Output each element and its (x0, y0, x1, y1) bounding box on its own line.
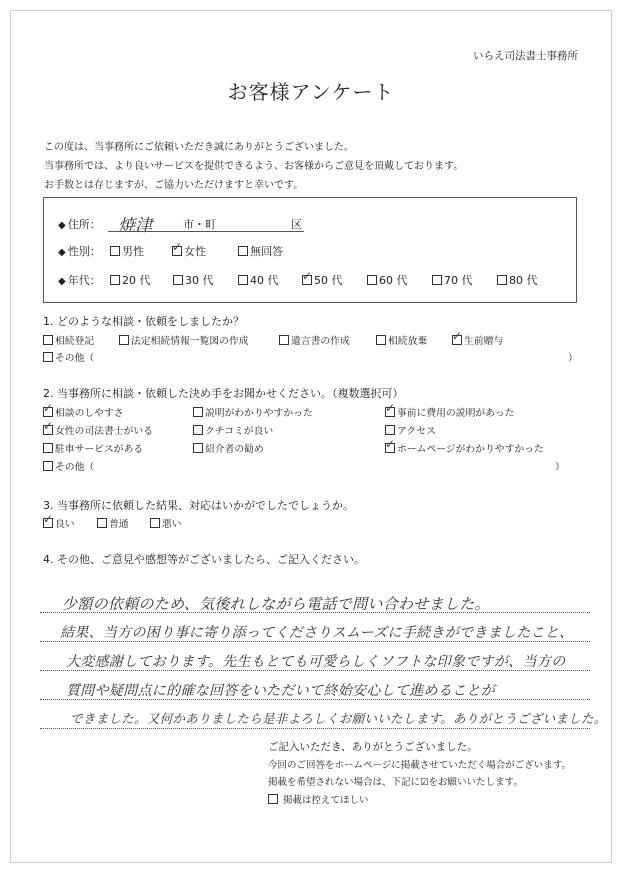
age-option-80[interactable]: 80 代 (497, 272, 538, 288)
q2-other-close: ） (555, 462, 565, 473)
checkbox-checked-icon[interactable] (452, 335, 462, 345)
q2-option-8[interactable]: 紹介者の勧め (193, 441, 264, 455)
comment-line-1: 少額の依頼のため、気後れしながら電話で問い合わせました。 (62, 595, 490, 613)
address-value[interactable]: 焼津 (118, 216, 153, 236)
age-option-60[interactable]: 60 代 (367, 272, 408, 288)
checkbox-checked-icon[interactable] (43, 425, 53, 435)
gender-label: 性別： (67, 245, 101, 258)
address-row (58, 216, 101, 232)
comment-line-2: 結果、当方の困り事に寄り添ってくださりスムーズに手続きができましたこと、 (60, 625, 574, 641)
q1-option-3[interactable]: 遺言書の作成 (279, 333, 350, 347)
q1-option-2[interactable]: 法定相続情報一覧図の作成 (119, 333, 249, 347)
age-option-70[interactable]: 70 代 (432, 272, 473, 288)
diamond-bullet-icon: ◆ (58, 220, 66, 231)
checkbox-icon[interactable] (43, 443, 53, 453)
checkbox-icon[interactable] (193, 407, 203, 417)
q2-option-9[interactable]: ✓ ホームページがわかりやすかった (385, 441, 544, 455)
q3-title: 3. 当事務所に依頼した結果、対応はいかがでしたでしょうか。 (43, 499, 354, 512)
checkbox-icon[interactable] (119, 335, 129, 345)
checkbox-checked-icon[interactable] (302, 275, 312, 285)
diamond-bullet-icon: ◆ (58, 276, 66, 287)
checkbox-icon[interactable] (110, 246, 120, 256)
checkbox-icon[interactable] (497, 275, 507, 285)
checkbox-icon[interactable] (43, 335, 53, 345)
checkbox-icon[interactable] (268, 794, 278, 804)
q2-title: 2. 当事務所に相談・依頼した決め手をお聞かせください。（複数選択可） (43, 387, 404, 400)
checkbox-checked-icon[interactable] (43, 518, 53, 528)
comment-line-5: できました。又何かありましたら是非よろしくお願いいたします。ありがとうございました。 (70, 711, 607, 726)
checkbox-icon[interactable] (238, 275, 248, 285)
footer-note-2: 掲載を希望されない場合は、下記に☑をお願いいたします。 (268, 777, 523, 788)
page-title: お客様アンケート (227, 80, 395, 104)
checkbox-icon[interactable] (385, 425, 395, 435)
checkbox-icon[interactable] (193, 443, 203, 453)
q1-option-5[interactable]: ✓ 生前贈与 (452, 333, 503, 347)
address-label: 住所： (67, 218, 101, 231)
checkbox-icon[interactable] (43, 461, 53, 471)
comment-line-3: 大変感謝しております。先生もとても可愛らしくソフトな印象ですが、当方の (66, 654, 566, 670)
checkbox-icon[interactable] (279, 335, 289, 345)
q2-option-3[interactable]: ✓ 事前に費用の説明があった (385, 405, 514, 419)
optout-option[interactable]: 掲載は控えてほしい (268, 792, 369, 806)
checkbox-checked-icon[interactable] (172, 246, 182, 256)
checkbox-icon[interactable] (193, 425, 203, 435)
q1-option-4[interactable]: 相続放棄 (376, 333, 427, 347)
footer-note-1: 今回のご回答をホームページに掲載させていただく場合がございます。 (268, 760, 572, 771)
q2-option-4[interactable]: ✓女性の司法書士がいる (43, 423, 153, 437)
q2-option-6[interactable]: アクセス (385, 423, 436, 437)
age-row (58, 272, 101, 288)
checkbox-icon[interactable] (173, 275, 183, 285)
q3-option-normal[interactable]: 普通 (97, 516, 129, 530)
age-option-30[interactable]: 30 代 (173, 272, 214, 288)
age-option-50[interactable]: ✓ 50 代 (302, 272, 343, 288)
q1-other[interactable]: その他（ (43, 350, 94, 364)
checkbox-icon[interactable] (432, 275, 442, 285)
checkbox-icon[interactable] (150, 518, 160, 528)
q2-option-1[interactable]: ✓相談のしやすさ (43, 405, 124, 419)
checkbox-icon[interactable] (238, 246, 248, 256)
diamond-bullet-icon: ◆ (58, 247, 66, 258)
checkbox-checked-icon[interactable] (385, 407, 395, 417)
checkbox-icon[interactable] (43, 352, 53, 362)
q4-title: 4. その他、ご意見や感想等がございましたら、ご記入ください。 (43, 553, 365, 566)
age-option-40[interactable]: 40 代 (238, 272, 279, 288)
checkbox-icon[interactable] (97, 518, 107, 528)
gender-option-none[interactable]: 無回答 (238, 243, 283, 259)
intro-line-1: この度は、当事務所にご依頼いただき誠にありがとうございました。 (44, 142, 354, 153)
q3-option-bad[interactable]: 悪い (150, 516, 182, 530)
answer-line-5 (40, 728, 590, 729)
address-underline (108, 231, 304, 232)
intro-line-2: 当事務所では、より良いサービスを提供できるよう、お客様からご意見を頂戴しております。 (44, 161, 464, 172)
office-name: いらえ司法書士事務所 (473, 50, 578, 62)
ward-label: 区 (291, 218, 302, 231)
q1-option-1[interactable]: 相続登記 (43, 333, 94, 347)
comment-line-4: 質問や疑問点に的確な回答をいただいて終始安心して進めることが (66, 683, 495, 699)
q2-other[interactable]: その他（ (43, 459, 94, 473)
q2-option-2[interactable]: 説明がわかりやすかった (193, 405, 313, 419)
gender-option-female[interactable]: ✓ 女性 (172, 243, 206, 259)
checkbox-icon[interactable] (376, 335, 386, 345)
q1-other-close: ） (568, 353, 578, 364)
city-label: 市・町 (183, 218, 216, 231)
q2-option-5[interactable]: クチコミが良い (193, 423, 273, 437)
age-option-20[interactable]: 20 代 (110, 272, 151, 288)
gender-option-male[interactable]: 男性 (110, 243, 144, 259)
checkbox-icon[interactable] (110, 275, 120, 285)
q3-option-good[interactable]: ✓良い (43, 516, 75, 530)
intro-line-3: お手数とは存じますが、ご協力いただけますと幸いです。 (44, 180, 304, 191)
checkbox-icon[interactable] (367, 275, 377, 285)
age-label: 年代： (67, 274, 101, 287)
footer-thanks: ご記入いただき、ありがとうございました。 (268, 741, 478, 753)
checkbox-checked-icon[interactable] (385, 443, 395, 453)
q2-option-7[interactable]: 駐車サービスがある (43, 441, 143, 455)
checkbox-checked-icon[interactable] (43, 407, 53, 417)
q1-title: 1. どのような相談・依頼をしましたか？ (43, 315, 244, 328)
gender-row (58, 243, 101, 259)
